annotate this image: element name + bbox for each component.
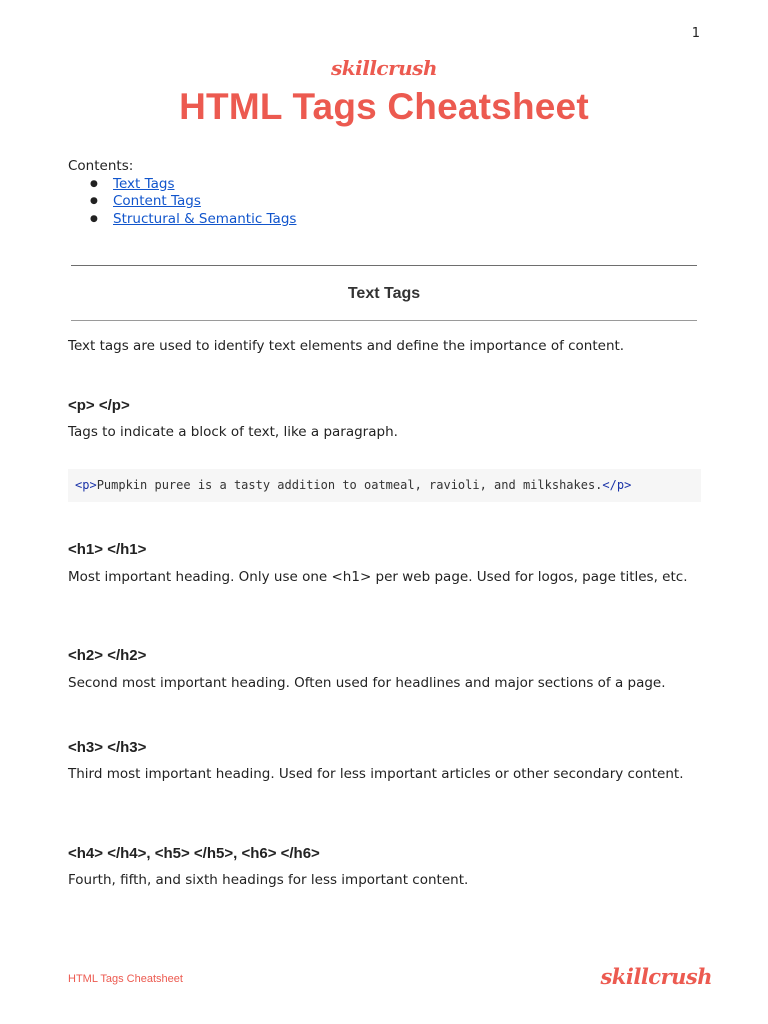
code-example <box>68 469 701 502</box>
contents-link-content-tags[interactable]: Content Tags <box>113 193 201 209</box>
tag-description-p: Tags to indicate a block of text, like a paragraph. <box>68 424 398 440</box>
tag-heading-p: <p> </p> <box>68 397 130 414</box>
contents-item <box>68 211 296 229</box>
section-divider-top <box>71 265 697 266</box>
tag-heading-h2: <h2> </h2> <box>68 647 147 664</box>
tag-description-h2: Second most important heading. Often used for headlines and major sections of a page. <box>68 675 666 691</box>
footer-brand-text: skillcrush <box>600 964 712 989</box>
contents-item <box>68 176 296 194</box>
table-of-contents <box>68 158 296 228</box>
footer-title: HTML Tags Cheatsheet <box>68 973 183 985</box>
page-title: HTML Tags Cheatsheet <box>179 86 589 127</box>
tag-description-h3: Third most important heading. Used for less important articles or other secondary content. <box>68 766 684 782</box>
section-intro: Text tags are used to identify text elements and define the importance of content. <box>68 338 625 354</box>
section-title: Text Tags <box>347 285 421 302</box>
tag-description-h4-h6: Fourth, fifth, and sixth headings for less important content. <box>68 872 469 888</box>
tag-heading-h3: <h3> </h3> <box>68 739 147 756</box>
tag-heading-h4-h6: <h4> </h4>, <h5> </h5>, <h6> </h6> <box>68 845 320 862</box>
brand-logo-text: skillcrush <box>331 56 437 80</box>
contents-list <box>68 176 296 229</box>
tag-description-h1: Most important heading. Only use one <h1> per web page. Used for logos, page titles, etc. <box>68 569 688 585</box>
page-number: 1 <box>691 26 700 41</box>
section-divider-bottom <box>71 320 697 321</box>
code-close-tag: </p> <box>602 478 632 492</box>
contents-item <box>68 193 296 211</box>
code-content: Pumpkin puree is a tasty addition to oatmeal, ravioli, and milkshakes. <box>96 478 603 492</box>
tag-heading-h1: <h1> </h1> <box>68 541 147 558</box>
contents-label: Contents: <box>68 158 134 174</box>
brand-logo-bottom <box>600 964 712 989</box>
code-open-tag: <p> <box>75 478 97 492</box>
brand-logo-top <box>0 56 768 80</box>
contents-link-text-tags[interactable]: Text Tags <box>113 175 175 192</box>
contents-link-structural-semantic-tags[interactable]: Structural & Semantic Tags <box>113 210 297 227</box>
